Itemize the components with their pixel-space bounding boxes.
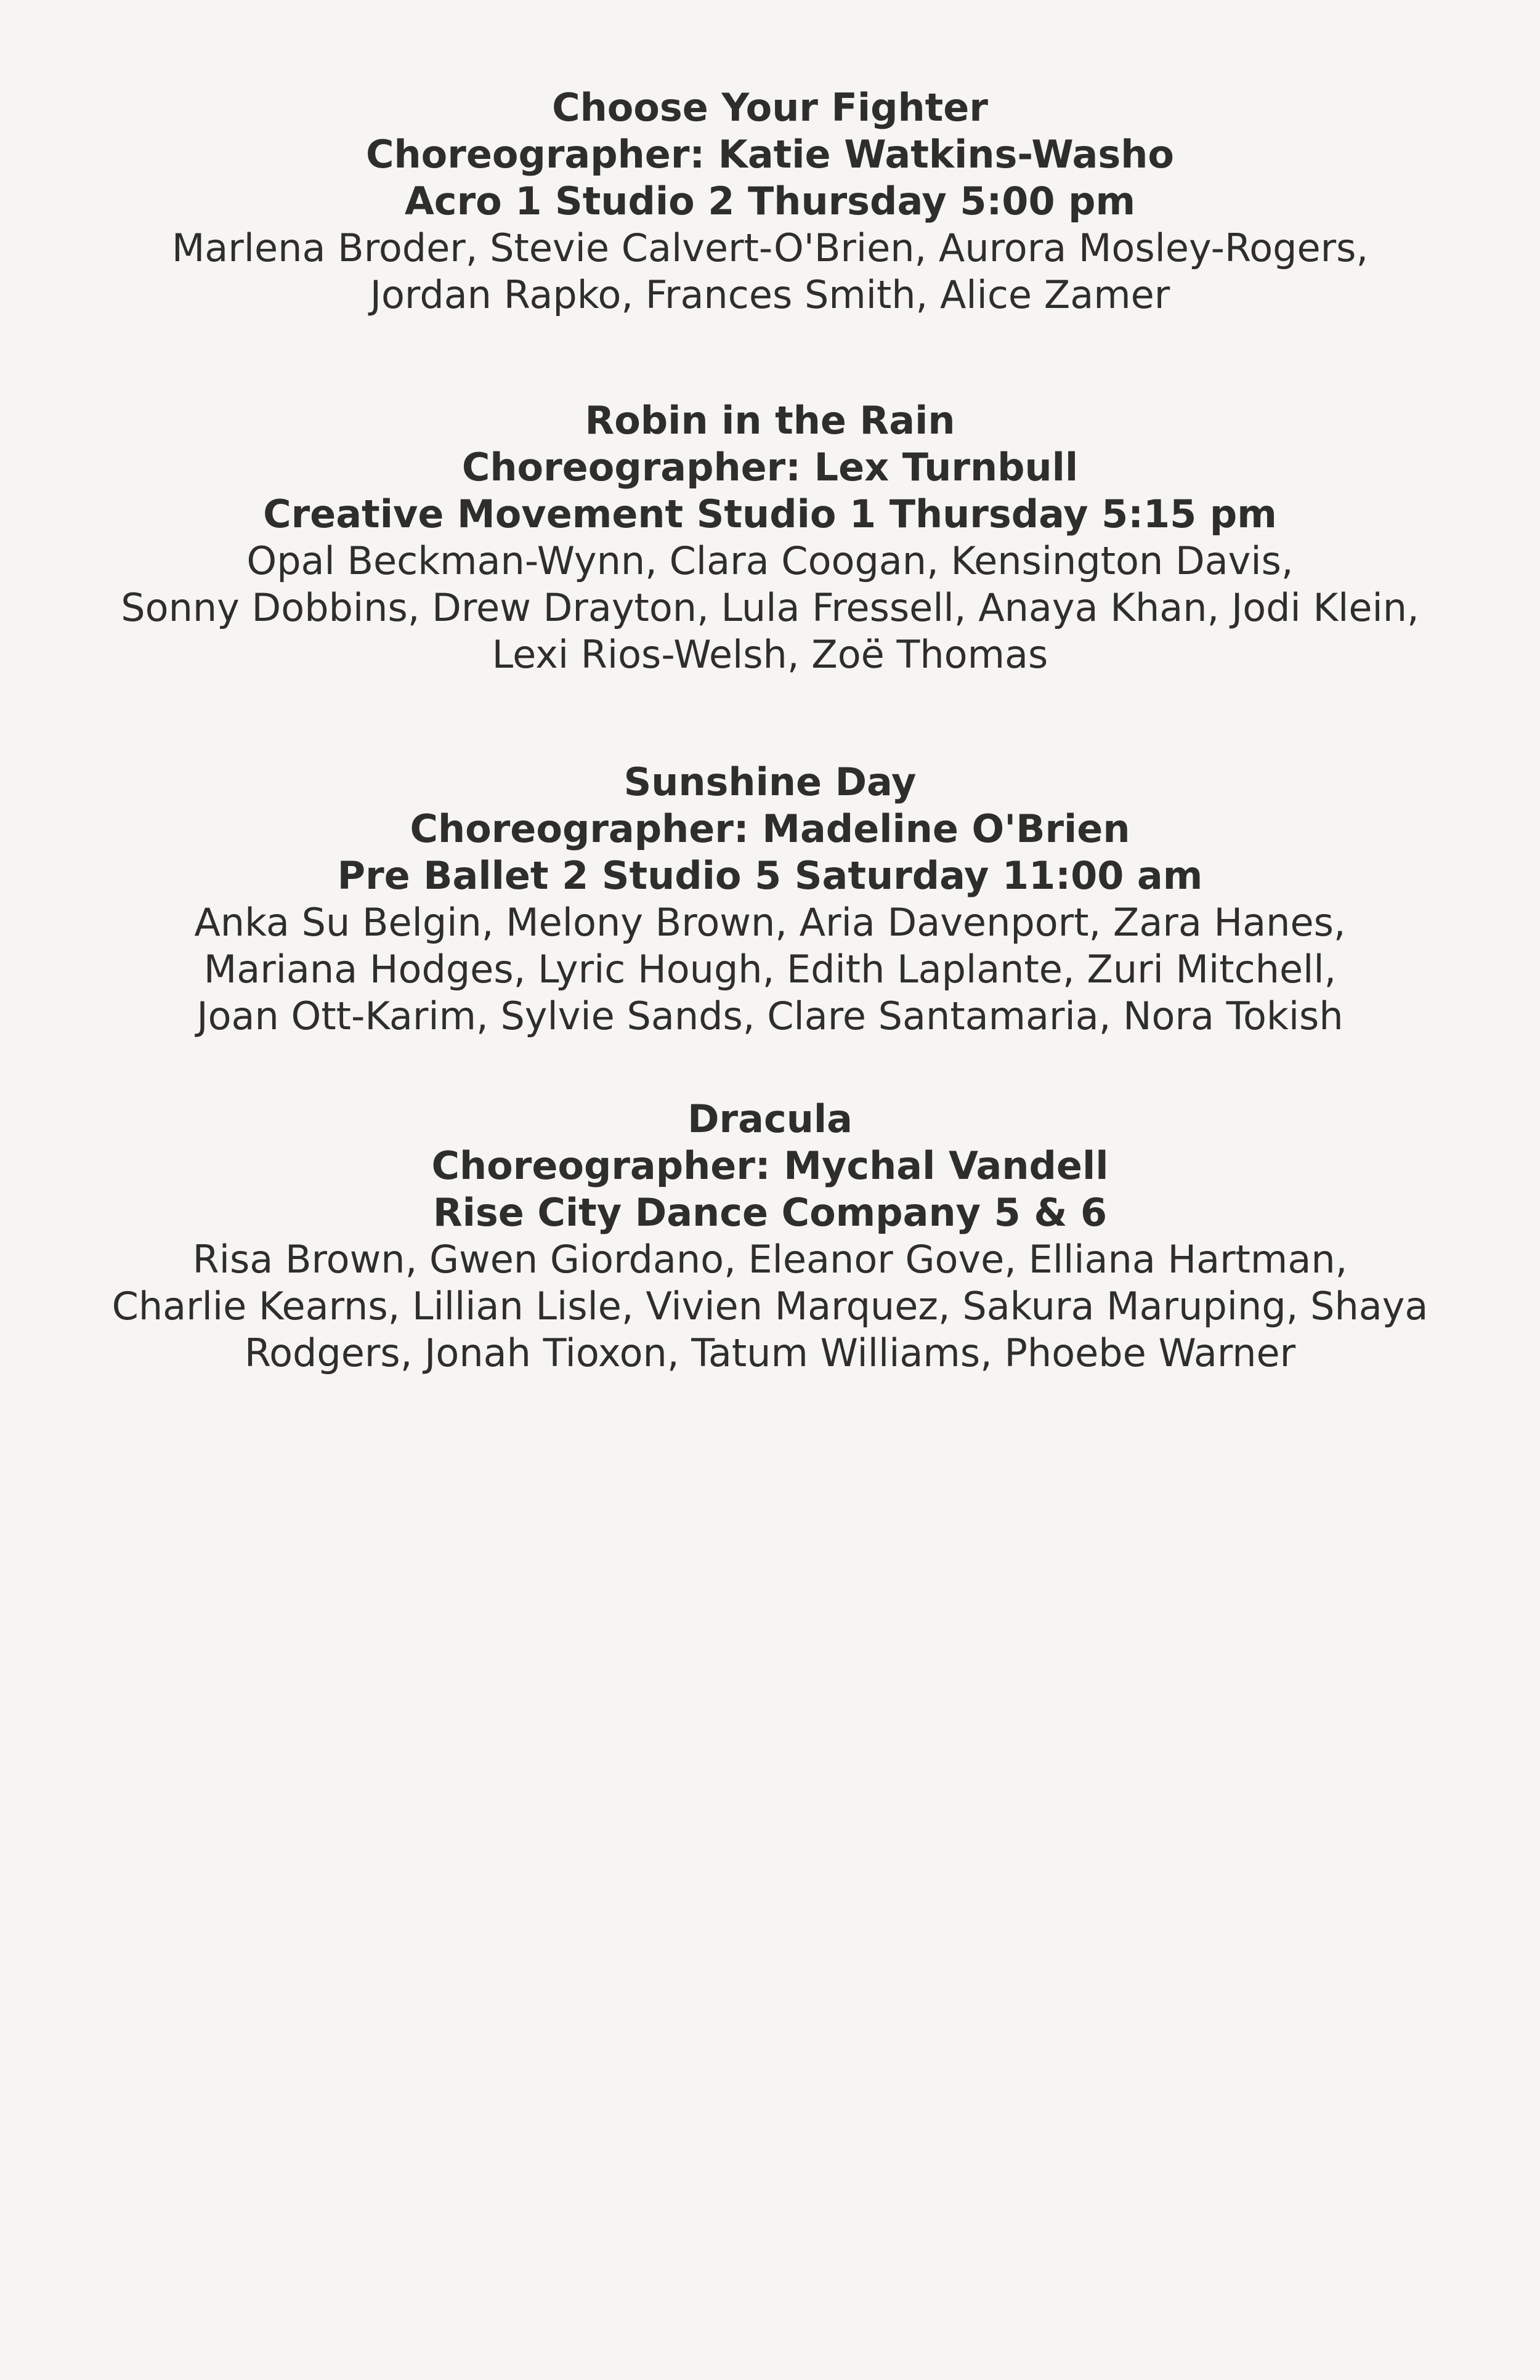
dancer-list-line: Lexi Rios-Welsh, Zoë Thomas — [492, 632, 1048, 677]
dancer-list-line: Anka Su Belgin, Melony Brown, Aria Davenport, Zara Hanes, — [194, 900, 1346, 945]
dancer-list-line: Jordan Rapko, Frances Smith, Alice Zamer — [370, 272, 1170, 317]
choreographer-line: Choreographer: Mychal Vandell — [431, 1143, 1109, 1188]
performance-title: Sunshine Day — [623, 759, 917, 804]
choreographer-line: Choreographer: Lex Turnbull — [461, 445, 1079, 490]
class-info-line: Creative Movement Studio 1 Thursday 5:15 pm — [263, 492, 1277, 536]
performance-block — [0, 759, 1540, 1040]
performance-title: Robin in the Rain — [585, 398, 955, 443]
dancer-list-line: Opal Beckman-Wynn, Clara Coogan, Kensington Davis, — [246, 538, 1294, 583]
performance-title: Dracula — [687, 1096, 853, 1141]
dancer-list-line: Charlie Kearns, Lillian Lisle, Vivien Marquez, Sakura Maruping, Shaya — [111, 1284, 1429, 1329]
dancer-list-line: Marlena Broder, Stevie Calvert-O'Brien, Aurora Mosley-Rogers, — [171, 225, 1369, 270]
dancer-list-line: Joan Ott-Karim, Sylvie Sands, Clare Santamaria, Nora Tokish — [197, 994, 1343, 1038]
class-info-line: Acro 1 Studio 2 Thursday 5:00 pm — [404, 179, 1136, 224]
class-info-line: Rise City Dance Company 5 & 6 — [432, 1190, 1108, 1235]
performance-block — [0, 84, 1540, 318]
dancer-list-line: Sonny Dobbins, Drew Drayton, Lula Fressell, Anaya Khan, Jodi Klein, — [121, 585, 1419, 630]
dancer-list-line: Risa Brown, Gwen Giordano, Eleanor Gove, Elliana Hartman, — [192, 1237, 1348, 1282]
class-info-line: Pre Ballet 2 Studio 5 Saturday 11:00 am — [337, 853, 1203, 898]
dancer-list-line: Rodgers, Jonah Tioxon, Tatum Williams, Phoebe Warner — [244, 1330, 1296, 1375]
choreographer-line: Choreographer: Madeline O'Brien — [410, 806, 1130, 851]
performance-block — [0, 397, 1540, 678]
choreographer-line: Choreographer: Katie Watkins-Washo — [366, 132, 1174, 177]
dancer-list-line: Mariana Hodges, Lyric Hough, Edith Laplante, Zuri Mitchell, — [203, 947, 1337, 992]
performance-block — [0, 1096, 1540, 1377]
performance-title: Choose Your Fighter — [552, 85, 988, 130]
